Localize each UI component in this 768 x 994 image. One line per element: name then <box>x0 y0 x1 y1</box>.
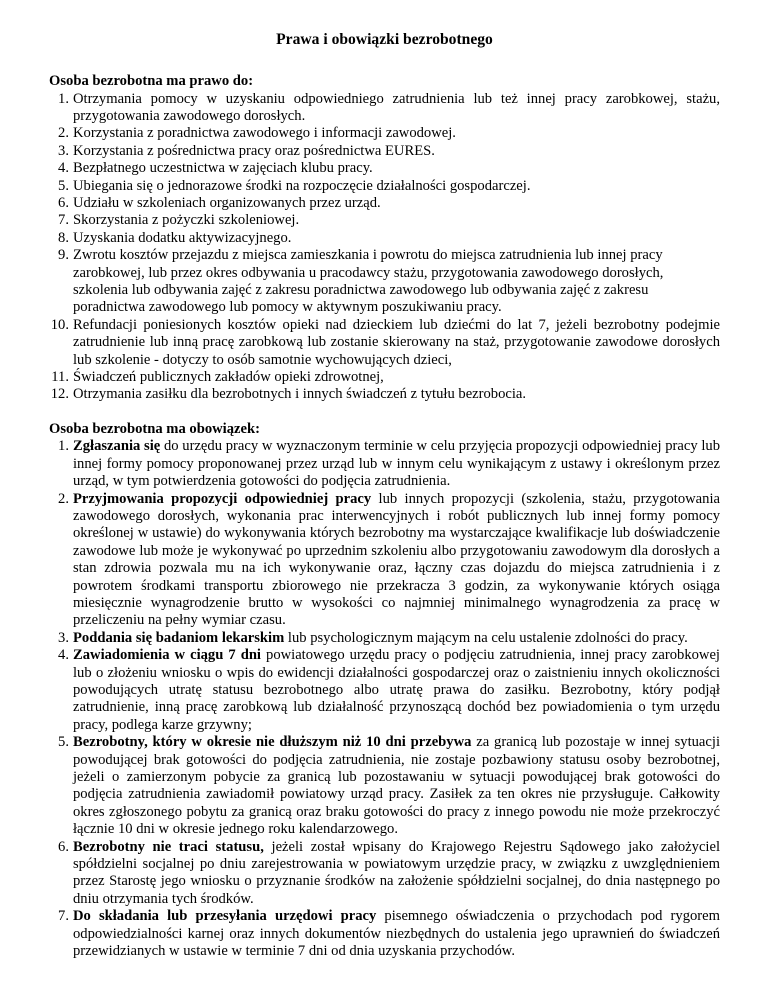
list-item-number: 5. <box>58 734 69 751</box>
list-item-text: Refundacji poniesionych kosztów opieki nad dzieckiem lub dziećmi do lat 7, jeżeli bezrobotny podejmie zatrudnienie lub inną pracę zarobkową lub zostanie skierowany na staż, przygotowanie zawodowe dorosłych lub szkolenie - dotyczy to osób samotnie wychowujących dzieci, <box>73 316 720 368</box>
list-item-text: Otrzymania zasiłku dla bezrobotnych i innych świadczeń z tytułu bezrobocia. <box>73 386 527 403</box>
duties-heading: Osoba bezrobotna ma obowiązek: <box>49 420 260 437</box>
list-item-number: 8. <box>58 229 69 246</box>
list-item-text: do urzędu pracy w wyznaczonym terminie w celu przyjęcia propozycji odpowiedniej pracy lub innej formy pomocy proponowanej przez urząd lub w innym celu wynikającym z ustawy i określonym przez urząd, w tym potwierdzenia gotowości do podjęcia zatrudnienia. <box>73 438 721 490</box>
list-item <box>49 438 720 490</box>
list-item <box>49 647 720 734</box>
list-item-number: 4. <box>58 160 69 177</box>
list-item-number: 12. <box>50 386 69 403</box>
rights-heading: Osoba bezrobotna ma prawo do: <box>49 73 254 89</box>
list-item <box>49 247 720 317</box>
list-item <box>49 386 720 403</box>
list-item-bold-lead: Przyjmowania propozycji odpowiedniej pracy <box>73 490 372 507</box>
list-item-text: Korzystania z poradnictwa zawodowego i informacji zawodowej. <box>73 125 456 142</box>
list-item-number: 1. <box>58 90 69 107</box>
list-item-text: Ubiegania się o jednorazowe środki na rozpoczęcie działalności gospodarczej. <box>73 177 531 194</box>
list-item-bold-lead: Do składania lub przesyłania urzędowi pracy <box>73 908 377 925</box>
list-item-text: Zwrotu kosztów przejazdu z miejsca zamieszkania i powrotu do miejsca zatrudnienia lub innej pracy zarobkowej, lub przez okres odbywania u pracodawcy stażu, przygotowania zawodowego dorosłych, szkolenia lub odbywania zajęć z zakresu poradnictwa zawodowego lub odbywania zajęć z zakresu poradnictwa zawodowego lub pomocy w aktywnym poszukiwaniu pracy. <box>73 247 664 316</box>
list-item-number: 7. <box>58 908 69 925</box>
list-item <box>49 91 720 126</box>
list-item-bold-lead: Bezrobotny, który w okresie nie dłuższym niż 10 dni przebywa <box>73 734 472 751</box>
list-item <box>49 317 720 369</box>
list-item-number: 9. <box>58 247 69 264</box>
list-item-text: jeżeli został wpisany do Krajowego Rejestru Sądowego jako założyciel spółdzielni socjalnej po dniu zarejestrowania w powiatowym urzędzie pracy, w związku z uwzględnieniem przez Starostę jego wniosku o przyznanie środków na założenie spółdzielni socjalnej, do dnia następnego po dniu otrzymania tych środków. <box>73 838 721 907</box>
list-item-number: 11. <box>51 369 69 385</box>
list-item <box>49 125 720 142</box>
list-item <box>49 212 720 229</box>
list-item-bold-lead: Zgłaszania się <box>73 438 161 455</box>
list-item <box>49 369 720 386</box>
rights-list <box>49 91 720 404</box>
list-item <box>49 908 720 960</box>
list-item <box>49 491 720 630</box>
section-divider <box>49 404 720 421</box>
list-item-text: Bezpłatnego uczestnictwa w zajęciach klubu pracy. <box>73 160 373 177</box>
list-item <box>49 839 720 909</box>
list-item-text: lub innych propozycji (szkolenia, stażu, przygotowania zawodowego dorosłych, wykonania prac interwencyjnych i robót publicznych lub innej formy pomocy określonej w ustawie) do wykonywania których bezrobotny ma wystarczające kwalifikacje lub doświadczenie zawodowe lub może je wykonywać po uprzednim szkoleniu albo przygotowaniu zawodowym dla dorosłych a stan zdrowia pozwala mu na ich wykonywanie oraz, łączny czas dojazdu do miejsca zatrudnienia i z powrotem środkami transportu zbiorowego nie przekracza 3 godzin, za wykonywanie których osiąga miesięcznie wynagrodzenie brutto w wysokości co najmniej minimalnego wynagrodzenia za pracę w przeliczeniu na pełny wymiar czasu. <box>73 490 720 629</box>
list-item-text: Korzystania z pośrednictwa pracy oraz pośrednictwa EURES. <box>73 142 435 159</box>
list-item-text: Udziału w szkoleniach organizowanych przez urząd. <box>73 194 381 211</box>
list-item-bold-lead: Poddania się badaniom lekarskim <box>73 629 285 646</box>
duties-list <box>49 438 720 960</box>
list-item-number: 6. <box>58 194 69 211</box>
list-item-text: lub psychologicznym mającym na celu ustalenie zdolności do pracy. <box>284 629 688 646</box>
list-item-number: 5. <box>58 177 69 194</box>
list-item-number: 4. <box>58 647 69 664</box>
list-item-number: 2. <box>58 490 69 507</box>
list-item-number: 1. <box>58 438 69 455</box>
list-item-number: 10. <box>50 316 69 333</box>
list-item <box>49 195 720 212</box>
list-item-text: pisemnego oświadczenia o przychodach pod rygorem odpowiedzialności karnej oraz innych dokumentów niezbędnych do ustalenia jego uprawnień do świadczeń przewidzianych w ustawie w terminie 7 dni od dnia uzyskania przychodów. <box>73 908 720 960</box>
list-item <box>49 178 720 195</box>
list-item <box>49 630 720 647</box>
list-item-number: 3. <box>58 629 69 646</box>
list-item-text: za granicą lub pozostaje w innej sytuacji powodującej brak gotowości do podjęcia zatrudnienia, nie zostaje pozbawiony statusu osoby bezrobotnej, jeżeli o zamierzonym pobycie za granicą lub pozostawaniu w sytuacji powodującej brak gotowości do podjęcia zatrudnienia zawiadomił powiatowy urząd pracy. Zasiłek za ten okres nie przysługuje. Całkowity okres zgłoszonego pobytu za granicą oraz braku gotowości do pracy z innego powodu nie może przekroczyć łącznie 10 dni w okresie jednego roku kalendarzowego. <box>73 734 720 838</box>
list-item-text: Skorzystania z pożyczki szkoleniowej. <box>73 212 300 229</box>
page-title: Prawa i obowiązki bezrobotnego <box>276 31 493 48</box>
list-item <box>49 230 720 247</box>
list-item <box>49 143 720 160</box>
list-item-number: 7. <box>58 212 69 229</box>
list-item-number: 6. <box>58 838 69 855</box>
list-item-text: powiatowego urzędu pracy o podjęciu zatrudnienia, innej pracy zarobkowej lub o złożeniu wniosku o wpis do ewidencji działalności gospodarczej oraz o zaistnieniu innych okoliczności powodujących utratę statusu bezrobotnego albo utratę prawa do zasiłku. Bezrobotny, który podjął zatrudnienie, inną pracę zarobkową lub działalność przynoszącą dochód bez powiadomienia o tym urzędu pracy, podlega karze grzywny; <box>73 647 720 733</box>
list-item-number: 2. <box>58 125 69 142</box>
list-item-bold-lead: Zawiadomienia w ciągu 7 dni <box>73 647 261 664</box>
list-item-text: Uzyskania dodatku aktywizacyjnego. <box>73 229 292 246</box>
list-item-bold-lead: Bezrobotny nie traci statusu, <box>73 838 264 855</box>
list-item-text: Świadczeń publicznych zakładów opieki zdrowotnej, <box>73 369 384 385</box>
list-item-text: Otrzymania pomocy w uzyskaniu odpowiedniego zatrudnienia lub też innej pracy zarobkowej, stażu, przygotowania zawodowego dorosłych. <box>73 90 720 124</box>
list-item <box>49 734 720 838</box>
list-item-number: 3. <box>58 142 69 159</box>
list-item <box>49 160 720 177</box>
